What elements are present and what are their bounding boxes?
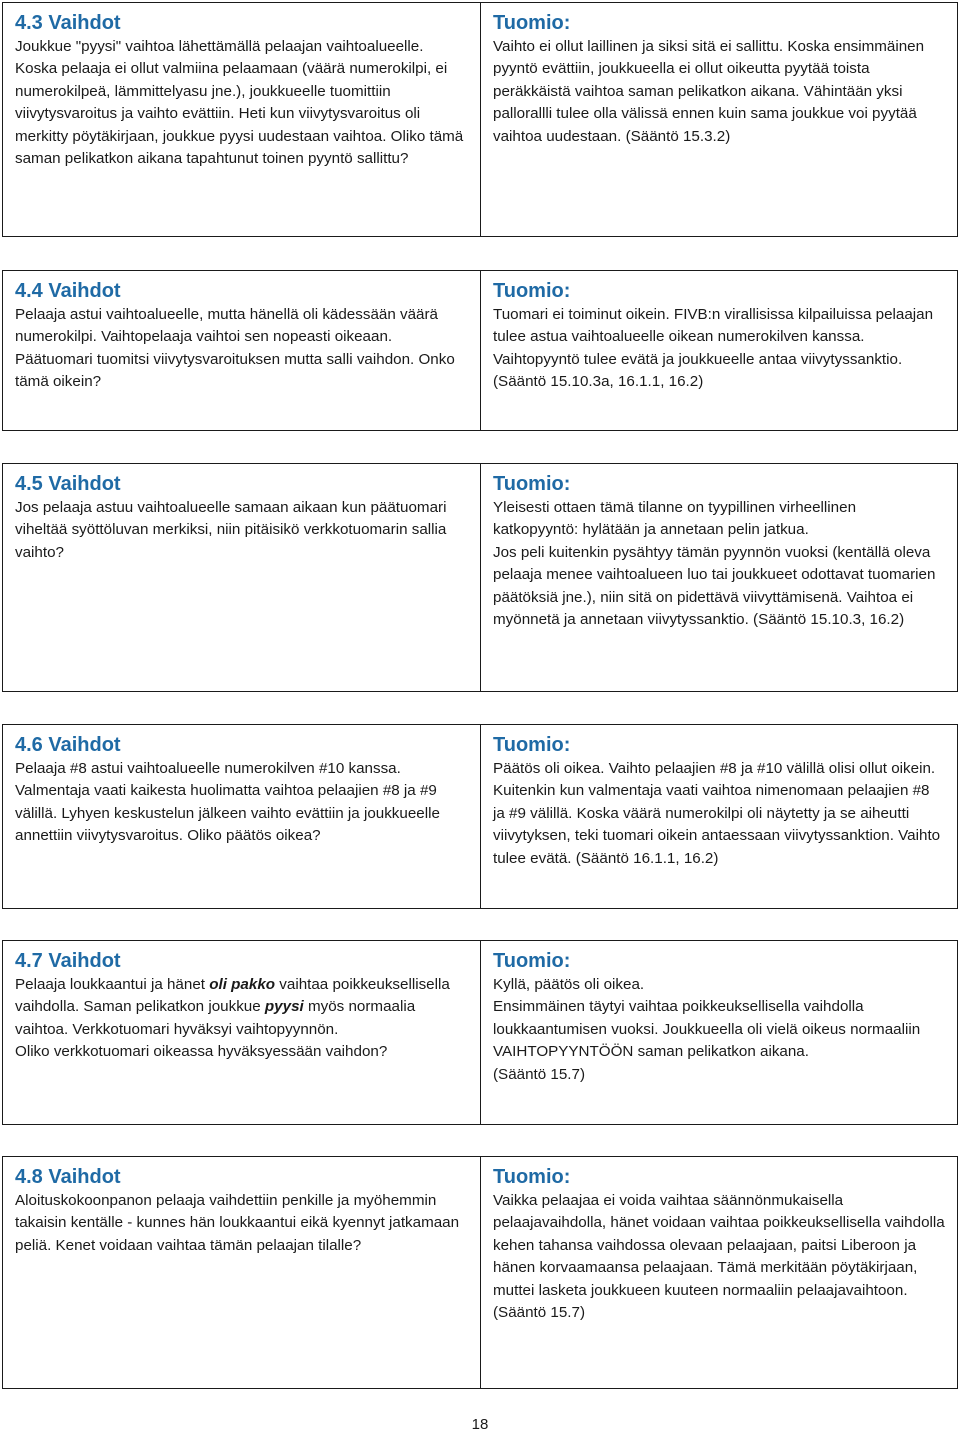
question-text: Jos pelaaja astuu vaihtoalueelle samaan aikaan kun päätuomari viheltää syöttöluvan merkiksi, niin pitäisikö verkkotuomarin sallia vaihto? bbox=[15, 499, 447, 561]
ruling-text: Tuomari ei toiminut oikein. FIVB:n virallisissa kilpailuissa pelaajan tulee astua vaihtoalueelle oikean numerokilven kanssa. Vaihtopyyntö tulee evätä ja joukkueelle antaa viivytyssanktio. (Sääntö 15.10.3a, 16.1.1, 16.2) bbox=[493, 306, 934, 391]
ruling-heading: Tuomio: bbox=[493, 950, 571, 972]
ruling-cell bbox=[481, 941, 957, 1124]
section-heading: 4.7 Vaihdot bbox=[15, 950, 121, 972]
ruling-text: Kyllä, päätös oli oikea. bbox=[493, 976, 645, 993]
section-4-8 bbox=[2, 1156, 958, 1389]
ruling-text: Jos peli kuitenkin pysähtyy tämän pyynnön vuoksi (kentällä oleva pelaaja menee vaihtoalueen luo tai joukkueet odottavat tuomarien päätöksiä jne.), niin sitä on pidettävä viivyttämisenä. Vaihtoa ei myönnetä ja annetaan viivytyssanktio. (Sääntö 15.10.3, 16.2) bbox=[493, 543, 936, 629]
ruling-text: Vaikka pelaajaa ei voida vaihtaa säännönmukaisella pelaajavaihdolla, hänet voidaan vaihtaa poikkeuksellisella vaihdolla kehen tahansa vaihdossa olevaan pelaajaan, paitsi Liberoon ja hänen korvaamaansa pelaajaan. Tämä merkitään pöytäkirjaan, muttei lasketa joukkueen kuuteen normaaliin pelaajavaihtoon. bbox=[493, 1192, 945, 1299]
question-text: Pelaaja #8 astui vaihtoalueelle numerokilven #10 kanssa. Valmentaja vaati kaikesta huolimatta vaihtoa pelaajien #8 ja #9 välillä. Lyhyen keskustelun jälkeen vaihto evättiin ja joukkueelle annettiin viivytysvaroitus. Oliko päätös oikea? bbox=[15, 760, 440, 845]
question-text: Joukkue "pyysi" vaihtoa lähettämällä pelaajan vaihtoalueelle. Koska pelaaja ei ollut valmiina pelaamaan (väärä numerokilpi, ei numerokilpeä, lämmittelyasu jne.), joukkueelle tuomittiin viivytysvaroitus ja vaihto evättiin. Heti kun viivytysvaroitus oli merkitty pöytäkirjaan, joukkue pyysi uudestaan vaihtoa. Oliko tämä saman pelikatkon aikana tapahtunut toinen pyyntö sallittu? bbox=[15, 38, 464, 168]
section-4-3 bbox=[2, 2, 958, 237]
emphasis-text: pyysi bbox=[264, 998, 304, 1016]
section-4-5 bbox=[2, 463, 958, 692]
ruling-heading: Tuomio: bbox=[493, 473, 571, 495]
section-heading: 4.3 Vaihdot bbox=[15, 12, 121, 34]
emphasis-text: oli pakko bbox=[209, 976, 276, 993]
section-heading: 4.6 Vaihdot bbox=[15, 734, 121, 756]
page-number: 18 bbox=[471, 1416, 489, 1433]
section-heading: 4.4 Vaihdot bbox=[15, 280, 121, 302]
ruling-heading: Tuomio: bbox=[493, 1166, 571, 1188]
section-heading: 4.5 Vaihdot bbox=[15, 473, 121, 495]
question-text: Pelaaja astui vaihtoalueelle, mutta hänellä oli kädessään väärä numerokilpi. Vaihtopelaaja vaihtoi sen nopeasti oikeaan. Päätuomari tuomitsi viivytysvaroituksen mutta salli vaihdon. Onko tämä oikein? bbox=[15, 306, 455, 391]
ruling-heading: Tuomio: bbox=[493, 734, 571, 756]
question-text: Pelaaja loukkaantui ja hänet oli pakko vaihtaa poikkeuksellisella vaihdolla. Saman pelikatkon joukkue pyysi myös normaalia vaihtoa. Verkkotuomari hyväksyi vaihtopyynnön. bbox=[15, 976, 450, 1038]
ruling-cell bbox=[481, 1157, 957, 1388]
question-cell bbox=[3, 464, 481, 691]
question-cell bbox=[3, 1157, 481, 1388]
ruling-text: (Sääntö 15.7) bbox=[493, 1065, 586, 1083]
question-text: Aloituskokoonpanon pelaaja vaihdettiin penkille ja myöhemmin takaisin kentälle - kunnes hän loukkaantui eikä kyennyt jatkamaan peliä. Kenet voidaan vaihtaa tämän pelaajan tilalle? bbox=[15, 1192, 460, 1254]
section-4-6 bbox=[2, 724, 958, 909]
ruling-text: (Sääntö 15.7) bbox=[493, 1304, 586, 1322]
question-cell bbox=[3, 3, 481, 236]
ruling-text: Yleisesti ottaen tämä tilanne on tyypillinen virheellinen katkopyyntö: hylätään ja annetaan pelin jatkua. bbox=[493, 499, 857, 539]
question-text: Oliko verkkotuomari oikeassa hyväksyessään vaihdon? bbox=[15, 1043, 388, 1061]
ruling-heading: Tuomio: bbox=[493, 280, 571, 302]
ruling-cell bbox=[481, 725, 957, 908]
ruling-text: Ensimmäinen täytyi vaihtaa poikkeuksellisella vaihdolla loukkaantumisen vuoksi. Joukkueella oli vielä oikeus normaaliin VAIHTOPYYNTÖÖN saman pelikatkon aikana. bbox=[493, 998, 921, 1061]
ruling-text: Vaihto ei ollut laillinen ja siksi sitä ei sallittu. Koska ensimmäinen pyyntö evättiin, joukkueella ei ollut oikeutta pyytää toista peräkkäistä vaihtoa saman pelikatkon aikana. Vähintään yksi pallorallli tulee olla välissä ennen kuin sama joukkue voi pyytää vaihtoa uudestaan. (Sääntö 15.3.2) bbox=[493, 38, 925, 145]
ruling-cell bbox=[481, 3, 957, 236]
question-cell bbox=[3, 725, 481, 908]
question-cell bbox=[3, 271, 481, 430]
ruling-cell bbox=[481, 464, 957, 691]
question-cell bbox=[3, 941, 481, 1124]
section-4-7 bbox=[2, 940, 958, 1125]
ruling-text: Päätös oli oikea. Vaihto pelaajien #8 ja #10 välillä olisi ollut oikein. Kuitenkin kun valmentaja vaati vaihtoa nimenomaan pelaajien #8 ja #9 välillä. Koska väärä numerokilpi oli näytetty ja se aiheutti viivytyksen, teki tuomari oikein antaessaan viivytyssanktion. Vaihto tulee evätä. (Sääntö 16.1.1, 16.2) bbox=[493, 760, 941, 867]
section-4-4 bbox=[2, 270, 958, 431]
ruling-heading: Tuomio: bbox=[493, 12, 571, 34]
ruling-cell bbox=[481, 271, 957, 430]
section-heading: 4.8 Vaihdot bbox=[15, 1166, 121, 1188]
